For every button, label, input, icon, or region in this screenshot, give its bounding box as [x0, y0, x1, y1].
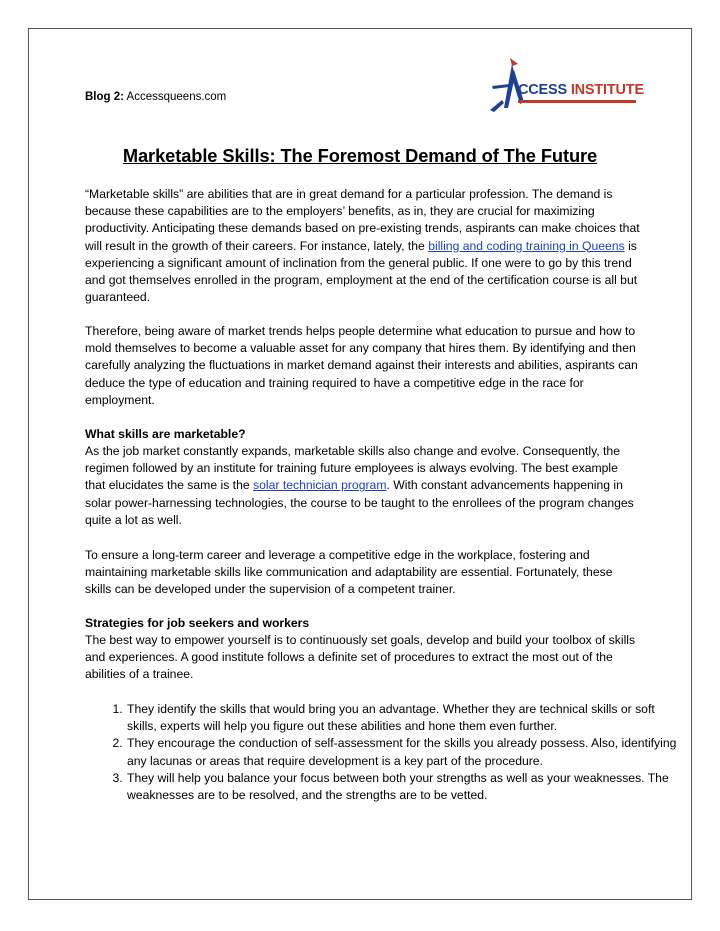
section-heading-marketable: What skills are marketable? — [85, 427, 246, 441]
strategies-list — [85, 701, 681, 804]
paragraph-marketable-skills: As the job market constantly expands, marketable skills also change and evolve. Consequently, the regimen followed by an institute for training future employees is always evolving. The best example that elucidates the same is the solar technician program. With constant advancements happening in solar power-harnessing technologies, the course to be taught to the enrollees of the program changes quite a lot as well. — [85, 444, 634, 527]
blog-label: Blog 2: — [85, 91, 124, 103]
logo-underline — [518, 100, 636, 103]
solar-technician-link[interactable]: solar technician program — [253, 478, 387, 493]
paragraph-market-trends: Therefore, being aware of market trends helps people determine what education to pursue and how to mold themselves to become a valuable asset for any company that hires them. By identifying and then carefully analyzing the fluctuations in market demand against their interests and abilities, aspirants can deduce the type of education and training required to have a competitive edge in the race for employment. — [85, 324, 638, 407]
site-name: Accessqueens.com — [126, 91, 227, 103]
page-title: Marketable Skills: The Foremost Demand of The Future — [122, 145, 598, 166]
blog-header — [85, 91, 226, 103]
section-heading-strategies: Strategies for job seekers and workers — [85, 616, 310, 630]
billing-coding-link[interactable]: billing and coding training in Queens — [428, 238, 625, 253]
list-item: 2. They encourage the conduction of self-assessment for the skills you already possess. Also, identifying any lacunas or areas that require development is a key part of the procedure. — [126, 735, 681, 769]
intro-paragraph: “Marketable skills” are abilities that are in great demand for a particular profession. The demand is because these capabilities are to the employers’ benefits, as in, they are crucial for maximizing productivity. Anticipating these demands based on pre-existing trends, aspirants can make choices that will result in the growth of their careers. For instance, lately, the billing and coding training in Queens is experiencing a significant amount of inclination from the general public. If one were to go by this trend and got themselves enrolled in the program, employment at the end of the certification course is all but guaranteed. — [85, 187, 640, 305]
access-institute-logo — [488, 56, 644, 114]
paragraph-strategies: The best way to empower yourself is to continuously set goals, develop and build your toolbox of skills and experiences. A good institute follows a definite set of procedures to extract the most out of the abilities of a trainee. — [85, 633, 636, 682]
list-item: 1. They identify the skills that would bring you an advantage. Whether they are technical skills or soft skills, experts will help you figure out these abilities and hone them even further. — [126, 701, 681, 735]
paragraph-long-term-career: To ensure a long-term career and leverage a competitive edge in the workplace, fostering and maintaining marketable skills like communication and adaptability are essential. Fortunately, these skills can be developed under the supervision of a competent trainer. — [85, 548, 613, 597]
list-item: 3. They will help you balance your focus between both your strengths as well as your weaknesses. The weaknesses are to be resolved, and the strengths are to be vetted. — [126, 770, 681, 804]
logo-wordmark: CCESS INSTITUTE — [518, 82, 644, 98]
